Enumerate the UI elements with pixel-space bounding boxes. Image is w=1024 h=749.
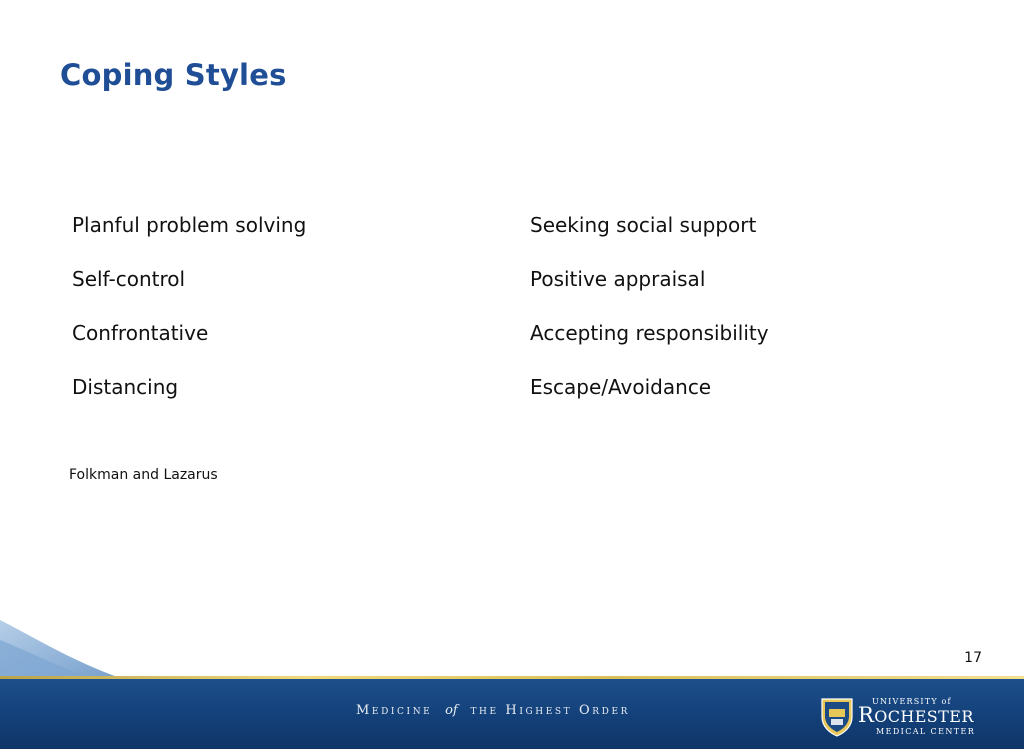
coping-style-item: Planful problem solving [72, 213, 307, 237]
footer-tagline [356, 703, 630, 718]
university-logo [820, 697, 988, 739]
shield-icon [820, 697, 854, 737]
slide-title: Coping Styles [60, 58, 287, 92]
tagline-of: of [445, 703, 458, 718]
logo-name [858, 704, 974, 728]
tagline-part1: Medicine [356, 703, 433, 718]
logo-name-rest: OCHESTER [874, 707, 974, 726]
coping-style-item: Distancing [72, 375, 179, 399]
coping-style-item: Accepting responsibility [530, 321, 769, 345]
coping-style-item: Positive appraisal [530, 267, 706, 291]
logo-university-text: UNIVERSITY of [872, 697, 952, 706]
coping-style-item: Escape/Avoidance [530, 375, 712, 399]
coping-styles-list [72, 210, 872, 426]
logo-name-initial: R [858, 703, 875, 727]
coping-style-item: Confrontative [72, 321, 209, 345]
logo-subtitle: MEDICAL CENTER [876, 727, 976, 736]
tagline-part2: the Highest Order [470, 703, 631, 718]
coping-style-item: Self-control [72, 267, 186, 291]
citation: Folkman and Lazarus [69, 467, 218, 483]
page-number: 17 [964, 650, 982, 666]
corner-swoosh-decoration [0, 600, 140, 680]
coping-style-item: Seeking social support [530, 213, 757, 237]
